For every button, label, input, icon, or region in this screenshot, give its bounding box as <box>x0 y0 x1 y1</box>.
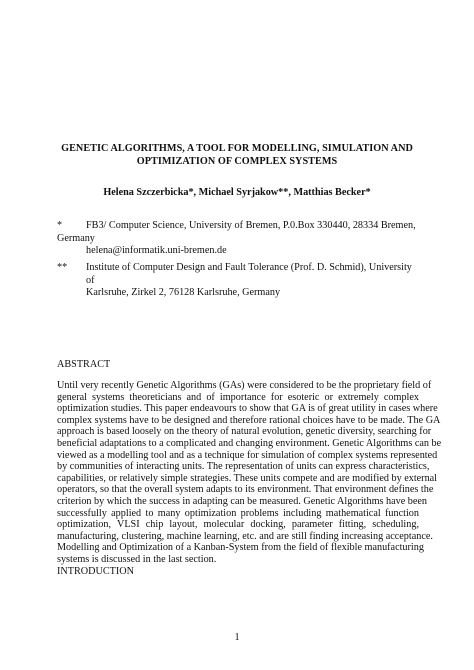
abstract-line: approach is based loosely on the theory of natural evolution, genetic diversity, searching for <box>57 426 432 438</box>
abstract-line: viewed as a modelling tool and as a technique for simulation of complex systems represented <box>57 449 438 461</box>
abstract-line: capabilities, or relatively simple strategies. These units compete and are modified by external <box>57 472 438 484</box>
affiliation-1-line-1: FB3/ Computer Science, University of Bremen, P.0.Box 330440, 28334 Bremen, <box>86 220 416 231</box>
abstract-line: manufacturing, clustering, machine learning, etc. and are still finding increasing acceptance. <box>57 530 433 542</box>
title-line-2: OPTIMIZATION OF COMPLEX SYSTEMS <box>136 156 338 167</box>
title-line-1: GENETIC ALGORITHMS, A TOOL FOR MODELLING, SIMULATION AND <box>61 143 413 154</box>
abstract-line: by communities of interacting units. The representation of units can express characteristics, <box>57 461 430 473</box>
abstract-line: Modelling and Optimization of a Kanban-System from the field of flexible manufacturing <box>57 542 424 554</box>
affiliation-1-marker: * <box>57 220 63 231</box>
abstract-heading: ABSTRACT <box>57 359 111 370</box>
affiliation-2-marker: ** <box>57 262 68 273</box>
affiliation-2-line-2: Karlsruhe, Zirkel 2, 76128 Karlsruhe, Germany <box>86 287 281 299</box>
introduction-heading: INTRODUCTION <box>57 566 134 577</box>
abstract-body <box>57 380 442 566</box>
abstract-line: operators, so that the overall system adapts to its environment. That environment defines the <box>57 484 434 496</box>
paper-title <box>40 142 434 168</box>
abstract-line: optimization studies. This paper endeavours to show that GA is of great utility in cases where <box>57 403 438 415</box>
abstract-line: general systems theoreticians and of importance for esoteric or extremely complex <box>57 391 419 403</box>
abstract-line: optimization, VLSI chip layout, molecular docking, parameter fitting, scheduling, <box>57 519 419 531</box>
abstract-line: criterion by which the success in adapting can be measured. Genetic Algorithms have been <box>57 495 428 507</box>
abstract-line: beneficial adaptations to a complicated and changing environment. Genetic Algorithms can be <box>57 437 442 449</box>
abstract-line: systems is discussed in the last section. <box>57 553 217 565</box>
affiliation-2-line-1: Institute of Computer Design and Fault Tolerance (Prof. D. Schmid), University of <box>86 262 412 286</box>
author-list: Helena Szczerbicka*, Michael Syrjakow**, Matthias Becker* <box>103 187 371 198</box>
affiliation-1-email: helena@informatik.uni-bremen.de <box>86 245 227 257</box>
abstract-line: successfully applied to many optimization problems including mathematical function <box>57 507 419 519</box>
affiliation-1-line-2: Germany <box>57 232 95 244</box>
page-number: 1 <box>234 632 240 643</box>
abstract-line: Until very recently Genetic Algorithms (GAs) were considered to be the proprietary field of <box>57 380 432 391</box>
abstract-line: complex systems have to be designed and therefore rational choices have to be made. The GA <box>57 414 441 426</box>
affiliation-2 <box>57 262 417 300</box>
affiliation-1 <box>57 220 417 258</box>
